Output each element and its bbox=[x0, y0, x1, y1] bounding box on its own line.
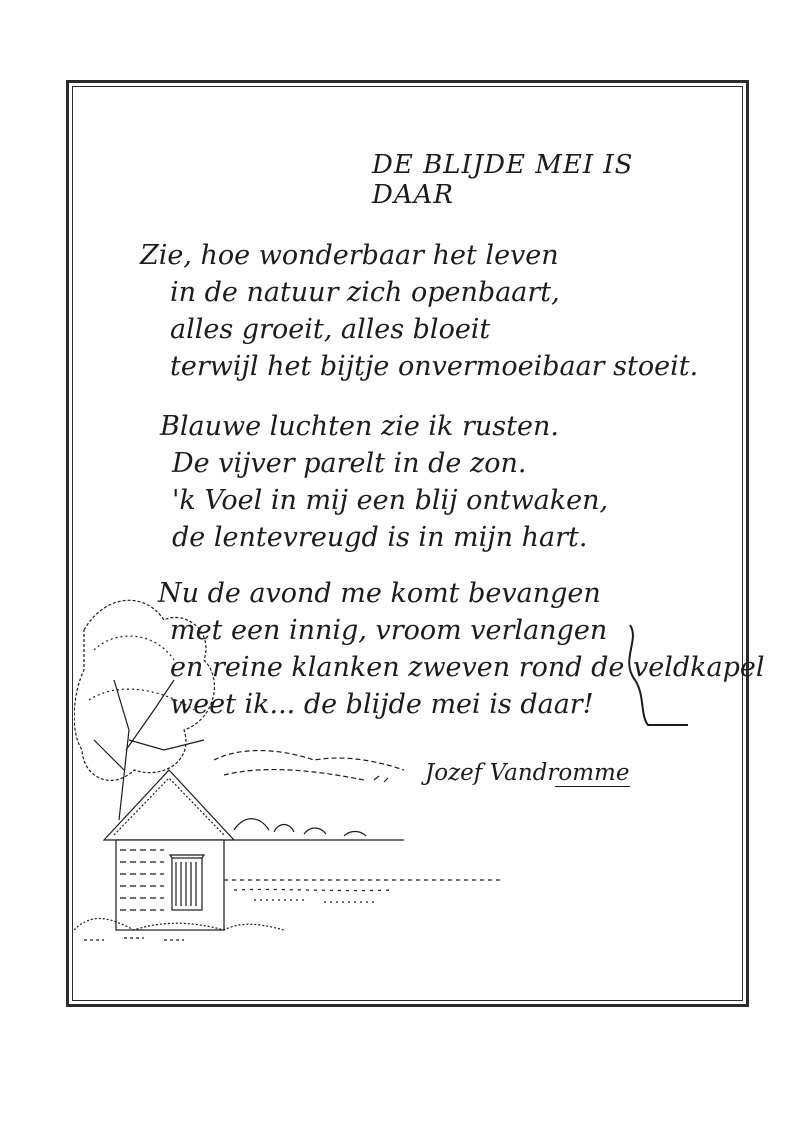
stanza-3-line-2: met een innig, vroom verlangen bbox=[170, 615, 608, 646]
stanza-2-line-3: 'k Voel in mij een blij ontwaken, bbox=[172, 485, 609, 516]
stanza-1 bbox=[140, 237, 698, 385]
stanza-1-line-3: alles groeit, alles bloeit bbox=[170, 314, 491, 345]
author-underline bbox=[555, 786, 630, 787]
stanza-2-line-1: Blauwe luchten zie ik rusten. bbox=[160, 411, 559, 442]
poem-author: Jozef Vandromme bbox=[425, 760, 630, 786]
flourish-ornament bbox=[600, 620, 700, 730]
stanza-3-line-4: weet ik... de blijde mei is daar! bbox=[170, 689, 594, 720]
stanza-2-line-4: de lentevreugd is in mijn hart. bbox=[172, 522, 588, 553]
chapel-landscape-illustration bbox=[74, 590, 514, 950]
stanza-1-line-2: in de natuur zich openbaart, bbox=[170, 277, 560, 308]
stanza-1-line-1: Zie, hoe wonderbaar het leven bbox=[140, 240, 559, 271]
stanza-3-line-1: Nu de avond me komt bevangen bbox=[158, 578, 601, 609]
poem-title: DE BLIJDE MEI IS DAAR bbox=[372, 150, 634, 210]
stanza-2 bbox=[160, 408, 608, 556]
stanza-1-line-4: terwijl het bijtje onvermoeibaar stoeit. bbox=[170, 351, 699, 382]
stanza-2-line-2: De vijver parelt in de zon. bbox=[172, 448, 527, 479]
stanza-3-line-3: en reine klanken zweven rond de veldkapel bbox=[170, 652, 765, 683]
